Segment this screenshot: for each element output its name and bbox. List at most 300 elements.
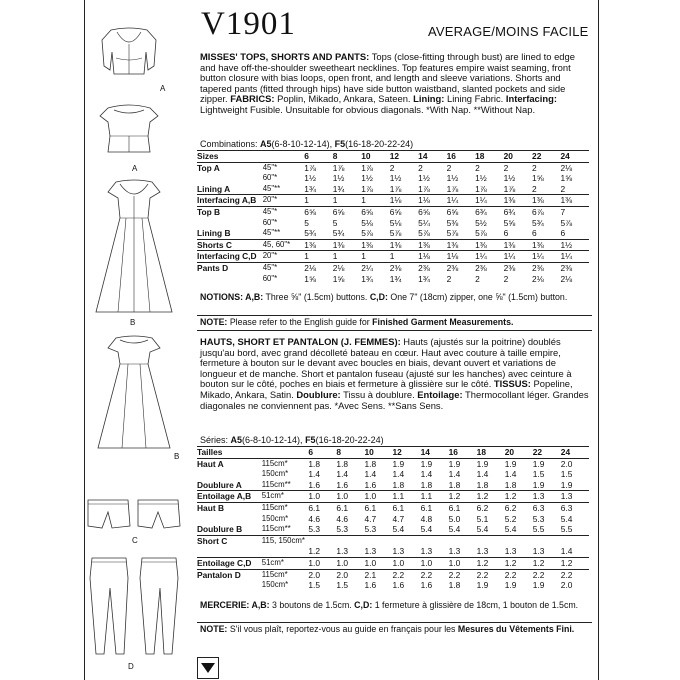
yardage-cell: 1.3 xyxy=(364,546,377,557)
row-name: Lining A xyxy=(197,183,231,194)
yardage-cell: 1 xyxy=(333,251,361,263)
yardage-cell: 2.0 xyxy=(308,569,336,580)
yardage-cell: 1.9 xyxy=(476,580,489,591)
yardage-cell: 1⅝ xyxy=(304,273,316,284)
yardage-cell: 6.1 xyxy=(364,502,392,513)
row-name: Haut A xyxy=(197,458,224,469)
yardage-cell: 5.4 xyxy=(476,524,489,535)
yardage-cell: 1 xyxy=(333,195,361,207)
yardage-cell: 1⅞ xyxy=(304,162,316,173)
yardage-cell: 1.9 xyxy=(392,458,405,469)
yardage-cell: 1 xyxy=(304,195,332,207)
combo-f5: F5 xyxy=(334,139,346,149)
yardage-cell: 2.0 xyxy=(560,580,573,591)
combo-a5: A5 xyxy=(260,139,272,149)
yardage-cell: 1.5 xyxy=(308,580,321,591)
yardage-cell: 1.4 xyxy=(364,469,377,480)
yardage-cell: 1.8 xyxy=(308,458,321,469)
fabric-width: 150cm* xyxy=(261,580,289,590)
width-header-cell xyxy=(262,447,309,459)
yardage-cell: 1¾ xyxy=(361,273,373,284)
yardage-cell: 2.1 xyxy=(364,569,392,580)
yardage-cell: 1.9 xyxy=(448,458,461,469)
row-name: Pantalon D xyxy=(197,569,262,580)
yardage-cell: 1.6 xyxy=(364,580,377,591)
yardage-cell: 1⅛ xyxy=(418,195,446,207)
view-label-a2: A xyxy=(132,164,138,173)
yardage-cell: 6 xyxy=(503,228,509,239)
yardage-cell: 1.4 xyxy=(336,469,349,480)
combo-f5-sizes: (16-18-20-22-24) xyxy=(345,139,414,149)
yardage-cell: 5.3 xyxy=(308,524,321,535)
row-name: Top B xyxy=(197,206,263,217)
yardage-cell: 1.6 xyxy=(336,479,349,490)
note-bold: Finished Garment Measurements. xyxy=(372,317,514,327)
pattern-number: V1901 xyxy=(201,6,296,42)
view-label-d: D xyxy=(128,662,134,671)
fabric-width: 115cm* xyxy=(262,502,309,513)
yardage-cell: 2⅛ xyxy=(560,273,573,284)
yardage-cell: 6⅝ xyxy=(418,206,446,217)
yardage-cell xyxy=(308,535,336,546)
yardage-cell: 1.3 xyxy=(533,491,561,503)
fabric-width: 45"* xyxy=(263,206,305,217)
yardage-cell: 2⅜ xyxy=(475,262,503,273)
pants-d-illustration xyxy=(84,554,184,658)
notions-cd-label: C,D: xyxy=(369,292,388,302)
yardage-cell: 1⅞ xyxy=(361,183,373,194)
table-row xyxy=(197,239,589,251)
yardage-cell: 1.8 xyxy=(420,479,433,490)
row-name: Top A xyxy=(197,162,220,173)
yardage-cell: 1.3 xyxy=(336,546,349,557)
yardage-cell: 1⅞ xyxy=(446,183,459,194)
table-row xyxy=(197,218,589,229)
yardage-cell: 5.0 xyxy=(448,513,461,524)
fabric-width: 150cm* xyxy=(261,513,289,523)
yardage-cell: 1⅜ xyxy=(561,195,590,207)
difficulty-level: AVERAGE/MOINS FACILE xyxy=(428,24,589,39)
sizes-label: Sizes xyxy=(197,151,263,163)
yardage-cell: 1½ xyxy=(361,173,373,184)
top-b-back-illustration xyxy=(84,334,184,452)
yardage-cell: 1.2 xyxy=(533,557,561,569)
yardage-cell: 1.3 xyxy=(504,546,517,557)
yardage-cell: 1½ xyxy=(332,173,345,184)
size-header-cell: 14 xyxy=(418,151,446,163)
fabric-width: 20"* xyxy=(263,195,305,207)
yardage-cell: 1.9 xyxy=(504,458,517,469)
row-name: Doublure B xyxy=(197,524,243,535)
notions-text: Three ⅝" (1.5cm) buttons. xyxy=(263,292,370,302)
yardage-cell: 5.2 xyxy=(504,513,517,524)
yardage-cell: 1 xyxy=(361,251,389,263)
yardage-cell: 5⅞ xyxy=(475,228,487,239)
tissus-text: Popeline, Mikado, Ankara, Satin. xyxy=(200,378,573,400)
mercerie-text: 3 boutons de 1.5cm. xyxy=(269,600,355,610)
size-header-cell: 10 xyxy=(361,151,389,163)
yardage-cell xyxy=(364,535,392,546)
yardage-cell: 2.2 xyxy=(477,569,505,580)
size-header-cell: 24 xyxy=(561,447,589,459)
yardage-cell: 5⅞ xyxy=(389,228,402,239)
yardage-cell: 1.2 xyxy=(561,557,589,569)
series-prefix: Séries: xyxy=(200,435,231,445)
sizes-label: Tailles xyxy=(197,447,262,459)
yardage-cell xyxy=(449,535,477,546)
yardage-cell: 5.4 xyxy=(504,524,517,535)
yardage-cell: 1⅝ xyxy=(532,173,544,184)
yardage-cell: 1½ xyxy=(475,173,487,184)
fabric-width: 45, 60"* xyxy=(263,239,305,251)
table-row xyxy=(197,580,589,591)
yardage-cell: 1.6 xyxy=(392,580,405,591)
yardage-cell: 2⅛ xyxy=(333,262,361,273)
yardage-cell: 6¾ xyxy=(475,206,503,217)
yardage-cell: 1.5 xyxy=(560,469,573,480)
yardage-cell: 4.7 xyxy=(364,513,377,524)
yardage-cell: 1½ xyxy=(503,173,516,184)
yardage-cell: 2 xyxy=(475,162,480,173)
yardage-cell: 1.0 xyxy=(393,557,421,569)
size-header-row xyxy=(197,151,589,163)
yardage-cell: 2 xyxy=(560,183,566,194)
yardage-cell: 2.2 xyxy=(505,569,533,580)
yardage-cell: 6.1 xyxy=(308,502,336,513)
table-row xyxy=(197,206,589,217)
size-header-cell: 22 xyxy=(533,447,561,459)
yardage-cell: 1.8 xyxy=(476,479,489,490)
yardage-cell: 1.3 xyxy=(448,546,461,557)
yardage-cell: 5¾ xyxy=(304,228,316,239)
yardage-cell: 2⅜ xyxy=(504,262,532,273)
series-line xyxy=(200,435,384,445)
row-name: Pants D xyxy=(197,262,263,273)
row-name xyxy=(197,580,262,591)
row-name: Short C xyxy=(197,535,262,546)
yardage-cell: 5.3 xyxy=(336,524,349,535)
yardage-cell: 1½ xyxy=(304,173,316,184)
notions-label: NOTIONS: A,B: xyxy=(200,292,264,302)
series-a5-sizes: (6-8-10-12-14), xyxy=(242,435,306,445)
table-row xyxy=(197,480,589,491)
yardage-cell: 5⅛ xyxy=(361,217,373,228)
yardage-cell: 6.3 xyxy=(533,502,561,513)
yardage-cell: 1⅛ xyxy=(418,251,446,263)
yardage-cell: 5.4 xyxy=(420,524,433,535)
size-header-cell: 16 xyxy=(449,447,477,459)
yardage-cell: 1⅞ xyxy=(503,183,516,194)
size-header-cell: 8 xyxy=(336,447,364,459)
yardage-cell: 2 xyxy=(446,273,452,284)
notions-cd-text: One 7" (18cm) zipper, one ⅝" (1.5cm) button. xyxy=(387,292,568,302)
yardage-cell: 1½ xyxy=(389,173,402,184)
view-label-c: C xyxy=(132,536,138,545)
yardage-cell: 1.3 xyxy=(420,546,433,557)
yardage-cell: 1.4 xyxy=(476,469,489,480)
yardage-cell: 2 xyxy=(475,273,480,284)
yardage-cell: 6⅞ xyxy=(532,206,560,217)
yardage-cell: 2⅛ xyxy=(560,162,573,173)
size-header-cell: 18 xyxy=(477,447,505,459)
fabric-width: 45"** xyxy=(262,228,281,238)
yardage-cell: 5.5 xyxy=(532,524,545,535)
yardage-cell xyxy=(505,535,533,546)
yardage-cell: 1⅜ xyxy=(532,195,560,207)
fabric-width: 51cm* xyxy=(262,557,309,569)
yardage-cell: 2¼ xyxy=(361,262,389,273)
size-header-cell: 22 xyxy=(532,151,560,163)
size-header-cell: 6 xyxy=(304,151,332,163)
yardage-cell: 1.1 xyxy=(393,491,421,503)
french-note-bold: Mesures du Vêtements Fini. xyxy=(457,624,575,634)
yardage-cell: 1.3 xyxy=(561,491,589,503)
yardage-cell: 1⅜ xyxy=(390,239,418,251)
table-row xyxy=(197,274,589,285)
fabric-width: 60"* xyxy=(262,273,278,283)
yardage-cell: 2⅜ xyxy=(390,262,418,273)
yardage-cell: 1¼ xyxy=(475,251,503,263)
english-description xyxy=(200,52,590,116)
entoilage-label: Entoilage: xyxy=(417,388,463,400)
fabrics-text: Poplin, Mikado, Ankara, Sateen. xyxy=(274,93,414,105)
yardage-cell: 1.9 xyxy=(504,580,517,591)
yardage-cell: 1.0 xyxy=(364,491,392,503)
english-notions xyxy=(200,292,588,302)
mercerie-cd-text: 1 fermeture à glissière de 18cm, 1 bouton de 1.5cm. xyxy=(372,600,579,610)
yardage-cell: 2.0 xyxy=(336,569,364,580)
yardage-cell: 4.6 xyxy=(308,513,321,524)
yardage-cell: 2⅜ xyxy=(561,262,590,273)
yardage-cell: 6.1 xyxy=(421,502,449,513)
row-name xyxy=(197,173,263,184)
combinations-prefix: Combinations: xyxy=(200,139,261,149)
yardage-cell: 6.1 xyxy=(393,502,421,513)
yardage-cell: 5.3 xyxy=(532,513,545,524)
lining-text: Lining Fabric. xyxy=(444,93,506,105)
yardage-cell: 6 xyxy=(532,228,537,239)
row-name xyxy=(197,274,263,285)
yardage-cell: 6⅝ xyxy=(361,206,389,217)
yardage-cell: 1⅝ xyxy=(560,173,573,184)
yardage-cell: 1.0 xyxy=(336,491,364,503)
yardage-cell: 6.2 xyxy=(477,502,505,513)
yardage-cell: 2⅜ xyxy=(418,262,446,273)
yardage-cell: 1.3 xyxy=(532,546,545,557)
interfacing-text: Lightweight Fusible. Unsuitable for obvious diagonals. *With Nap. **Without Nap. xyxy=(200,103,536,115)
yardage-cell: 5⅞ xyxy=(560,217,573,228)
table-row xyxy=(197,569,589,580)
size-header-cell: 6 xyxy=(308,447,336,459)
yardage-cell: 1⅜ xyxy=(504,195,532,207)
fabric-width: 45"* xyxy=(263,262,305,273)
yardage-cell: 1.8 xyxy=(392,479,405,490)
english-note xyxy=(200,317,588,327)
yardage-cell: 1⅛ xyxy=(447,251,475,263)
yardage-cell: 2.2 xyxy=(561,569,589,580)
yardage-cell: 1.2 xyxy=(477,491,505,503)
yardage-cell: 1.8 xyxy=(364,458,377,469)
interfacing-label: Interfacing: xyxy=(505,93,557,105)
english-yardage-table xyxy=(197,150,589,284)
yardage-cell: 1.8 xyxy=(448,479,461,490)
size-header-row xyxy=(197,447,589,459)
yardage-cell: 2 xyxy=(418,162,423,173)
size-header-cell: 20 xyxy=(505,447,533,459)
row-name: Doublure A xyxy=(197,479,242,490)
size-header-cell: 12 xyxy=(393,447,421,459)
view-label-b1: B xyxy=(130,318,136,327)
yardage-cell xyxy=(421,535,449,546)
yardage-cell: 1.9 xyxy=(476,458,489,469)
size-header-cell: 16 xyxy=(447,151,475,163)
yardage-cell: 2 xyxy=(503,273,509,284)
fabric-width: 115cm* xyxy=(261,458,288,468)
top-a-front-illustration xyxy=(84,22,174,84)
size-header-cell: 18 xyxy=(475,151,503,163)
table-row xyxy=(197,491,589,503)
yardage-cell: 7 xyxy=(561,206,590,217)
entoilage-text: Thermocollant léger. Grandes diagonales ne conviennent pas. *Avec Sens. **Sans Sens. xyxy=(200,388,589,411)
yardage-cell: 1.9 xyxy=(532,580,545,591)
yardage-cell: 5⅝ xyxy=(503,217,516,228)
yardage-cell: 4.6 xyxy=(336,513,349,524)
mercerie-cd-label: C,D: xyxy=(354,600,373,610)
yardage-cell: 1⅜ xyxy=(361,239,389,251)
yardage-cell: 4.8 xyxy=(420,513,433,524)
size-header-cell: 12 xyxy=(390,151,418,163)
fabric-width: 60"* xyxy=(262,173,278,183)
yardage-cell: 2.2 xyxy=(393,569,421,580)
yardage-cell: 1.0 xyxy=(308,557,336,569)
yardage-cell: 1½ xyxy=(446,173,459,184)
yardage-cell: 2.2 xyxy=(421,569,449,580)
size-header-cell: 20 xyxy=(504,151,532,163)
fabric-width: 45"* xyxy=(262,162,278,172)
yardage-cell: 2 xyxy=(503,162,509,173)
down-triangle-icon xyxy=(201,663,215,673)
yardage-cell: 1.4 xyxy=(308,469,321,480)
yardage-cell: 2⅛ xyxy=(304,262,332,273)
yardage-cell: 5.4 xyxy=(392,524,405,535)
english-body: Tops (close-fitting through bust) are lined to edge and have off-the-shoulder sweetheart necklines. Top features empire waist seaming, front button closure with bias loops, open front, and length and sleeve variations. Shorts and tapered pants (fitted through hips) have side button waistband, slanted pockets and side zipper. xyxy=(200,51,575,105)
yardage-cell: 1.9 xyxy=(532,458,545,469)
yardage-cell: 1.2 xyxy=(505,491,533,503)
yardage-cell: 1.0 xyxy=(421,557,449,569)
table-row xyxy=(197,184,589,195)
yardage-cell xyxy=(393,535,421,546)
yardage-cell: 2⅛ xyxy=(532,273,544,284)
yardage-cell: 5⅞ xyxy=(418,228,430,239)
yardage-cell: 1.5 xyxy=(532,469,545,480)
combo-a5-sizes: (6-8-10-12-14), xyxy=(271,139,335,149)
yardage-cell: 1.0 xyxy=(364,557,392,569)
yardage-cell: 5⅞ xyxy=(446,228,459,239)
divider xyxy=(197,622,592,623)
yardage-cell: 2⅜ xyxy=(532,262,560,273)
yardage-cell: 1⅞ xyxy=(361,162,373,173)
width-header-cell xyxy=(263,151,305,163)
table-row xyxy=(197,514,589,525)
table-row xyxy=(197,469,589,480)
yardage-cell: 1.9 xyxy=(420,458,433,469)
yardage-cell: 1½ xyxy=(418,173,430,184)
yardage-cell: 5½ xyxy=(475,217,487,228)
yardage-cell: 1.8 xyxy=(504,479,517,490)
series-f5-sizes: (16-18-20-22-24) xyxy=(315,435,384,445)
size-header-cell: 14 xyxy=(421,447,449,459)
row-name: Entoilage C,D xyxy=(197,557,262,569)
yardage-cell: 1⅜ xyxy=(532,239,560,251)
yardage-cell: 6 xyxy=(560,228,566,239)
yardage-cell xyxy=(477,535,505,546)
yardage-cell xyxy=(336,535,364,546)
yardage-cell: 1¾ xyxy=(332,183,345,194)
right-border xyxy=(598,0,599,680)
yardage-cell: 1 xyxy=(361,195,389,207)
table-row xyxy=(197,228,589,239)
table-row xyxy=(197,502,589,513)
yardage-cell: 1¼ xyxy=(504,251,532,263)
mercerie-label: MERCERIE: A,B: xyxy=(200,600,270,610)
yardage-cell: 1.2 xyxy=(449,491,477,503)
fabric-width: 115cm* xyxy=(262,569,309,580)
note-label: NOTE: xyxy=(200,317,228,327)
yardage-cell: 1.4 xyxy=(420,469,433,480)
row-name: Shorts C xyxy=(197,239,263,251)
series-f5: F5 xyxy=(305,435,316,445)
table-row xyxy=(197,162,589,173)
note-text: Please refer to the English guide for xyxy=(227,317,373,327)
fabric-width: 45"** xyxy=(262,183,281,193)
garment-illustrations xyxy=(84,0,194,680)
yardage-cell: 5.1 xyxy=(476,513,489,524)
yardage-cell: 6¾ xyxy=(504,206,532,217)
yardage-cell: 1⅜ xyxy=(475,239,503,251)
yardage-cell: 5.3 xyxy=(364,524,377,535)
yardage-cell xyxy=(533,535,561,546)
yardage-cell: 2⅜ xyxy=(447,262,475,273)
yardage-cell: 1⅝ xyxy=(332,273,345,284)
yardage-cell: 1.2 xyxy=(477,557,505,569)
table-row xyxy=(197,535,589,546)
yardage-cell: 1 xyxy=(390,251,418,263)
divider xyxy=(197,330,592,331)
row-name xyxy=(197,546,262,557)
french-yardage-table xyxy=(197,446,589,591)
row-name: Haut B xyxy=(197,502,262,513)
shorts-c-illustration xyxy=(84,496,184,532)
view-label-a1: A xyxy=(160,84,166,93)
yardage-cell: 1.8 xyxy=(448,580,461,591)
yardage-cell: 6.1 xyxy=(449,502,477,513)
yardage-cell: 6.3 xyxy=(561,502,589,513)
yardage-cell: 1.0 xyxy=(308,491,336,503)
top-b-front-illustration xyxy=(84,178,184,316)
fabric-width: 115cm** xyxy=(261,524,291,534)
lining-label: Lining: xyxy=(413,93,445,105)
table-row xyxy=(197,557,589,569)
table-row xyxy=(197,524,589,535)
yardage-cell: 5⅞ xyxy=(361,228,373,239)
yardage-cell: 1.6 xyxy=(420,580,433,591)
yardage-cell: 1⅜ xyxy=(504,239,532,251)
table-row xyxy=(197,458,589,469)
yardage-cell: 1.4 xyxy=(392,469,405,480)
yardage-cell: 5⅛ xyxy=(389,217,402,228)
yardage-cell: 2.2 xyxy=(533,569,561,580)
yardage-cell: 5⅜ xyxy=(446,217,459,228)
